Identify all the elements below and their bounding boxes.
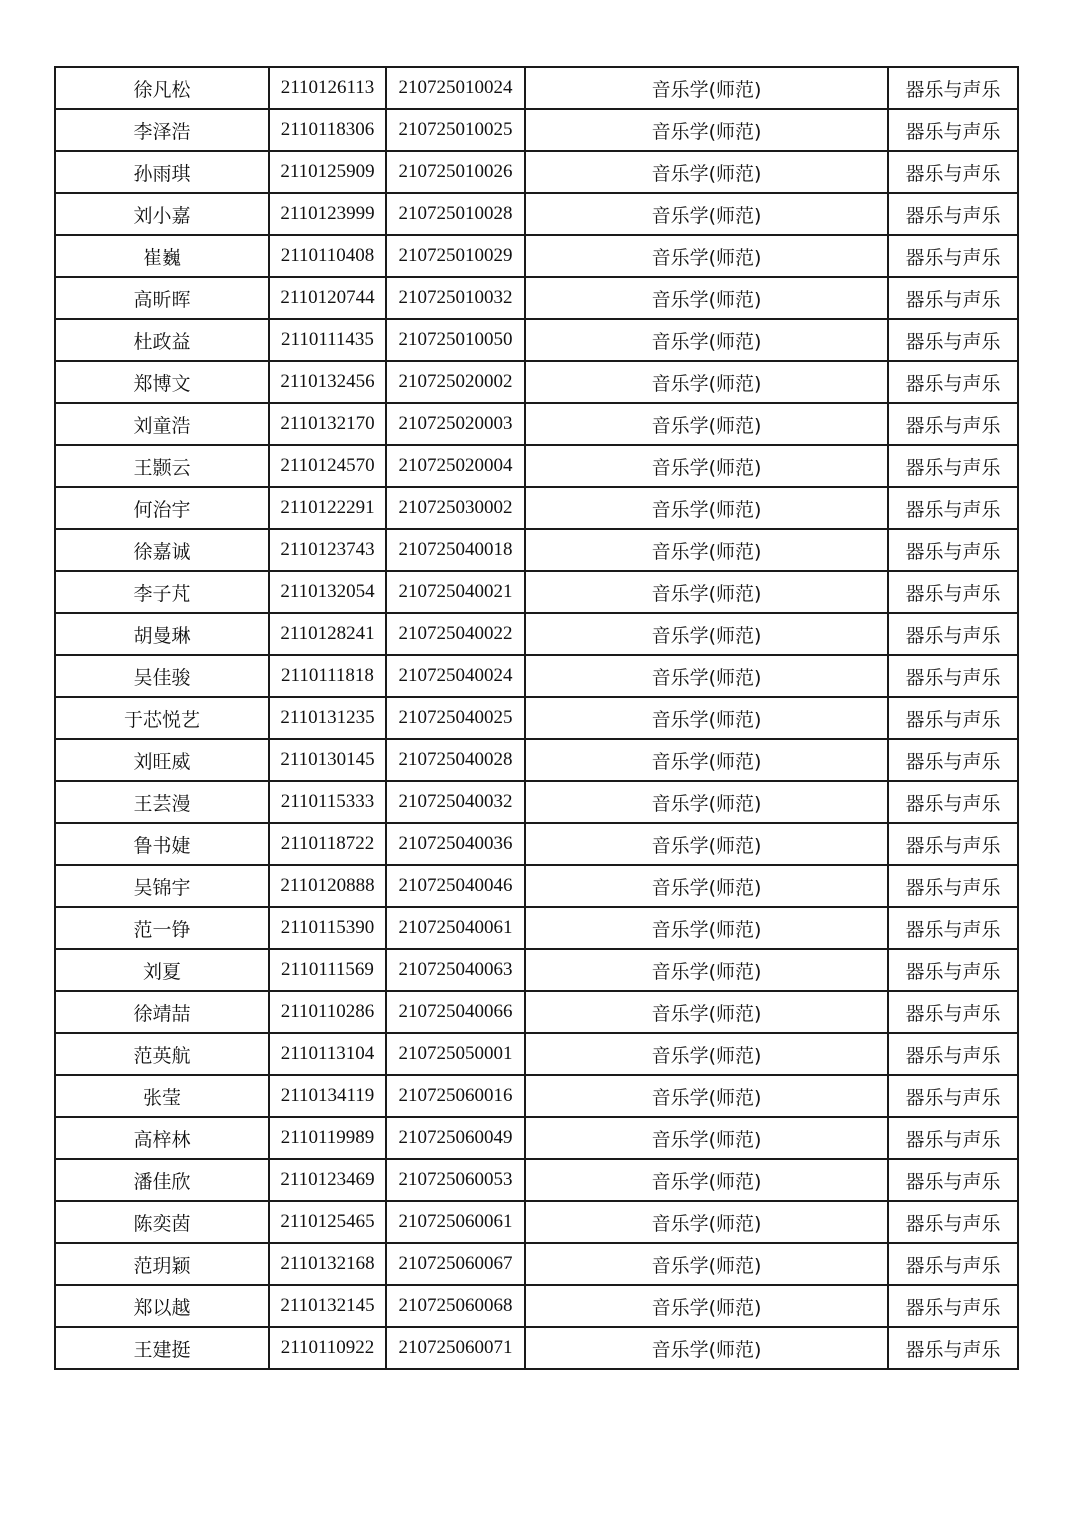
table-row xyxy=(55,907,1018,949)
registration-id-cell: 210725010050 xyxy=(386,319,525,361)
major-cell: 音乐学(师范) xyxy=(525,277,888,319)
student-name-cell: 胡曼琳 xyxy=(55,613,269,655)
direction-cell: 器乐与声乐 xyxy=(888,949,1018,991)
registration-id-cell: 210725040046 xyxy=(386,865,525,907)
direction-cell: 器乐与声乐 xyxy=(888,865,1018,907)
direction-cell: 器乐与声乐 xyxy=(888,1033,1018,1075)
roster-body xyxy=(55,67,1018,1369)
student-name-cell: 刘小嘉 xyxy=(55,193,269,235)
table-row xyxy=(55,1243,1018,1285)
major-cell: 音乐学(师范) xyxy=(525,1201,888,1243)
exam-id-cell: 2110122291 xyxy=(269,487,386,529)
major-cell: 音乐学(师范) xyxy=(525,403,888,445)
exam-id-cell: 2110134119 xyxy=(269,1075,386,1117)
direction-cell: 器乐与声乐 xyxy=(888,1285,1018,1327)
table-row xyxy=(55,109,1018,151)
exam-id-cell: 2110111818 xyxy=(269,655,386,697)
exam-id-cell: 2110110922 xyxy=(269,1327,386,1369)
table-row xyxy=(55,277,1018,319)
exam-id-cell: 2110111435 xyxy=(269,319,386,361)
major-cell: 音乐学(师范) xyxy=(525,1243,888,1285)
direction-cell: 器乐与声乐 xyxy=(888,1075,1018,1117)
student-name-cell: 潘佳欣 xyxy=(55,1159,269,1201)
major-cell: 音乐学(师范) xyxy=(525,1033,888,1075)
table-row xyxy=(55,823,1018,865)
major-cell: 音乐学(师范) xyxy=(525,1285,888,1327)
student-name-cell: 王芸漫 xyxy=(55,781,269,823)
direction-cell: 器乐与声乐 xyxy=(888,151,1018,193)
table-row xyxy=(55,655,1018,697)
exam-id-cell: 2110118306 xyxy=(269,109,386,151)
registration-id-cell: 210725050001 xyxy=(386,1033,525,1075)
registration-id-cell: 210725040063 xyxy=(386,949,525,991)
direction-cell: 器乐与声乐 xyxy=(888,109,1018,151)
table-row xyxy=(55,1285,1018,1327)
student-name-cell: 范英航 xyxy=(55,1033,269,1075)
registration-id-cell: 210725060049 xyxy=(386,1117,525,1159)
student-name-cell: 高梓林 xyxy=(55,1117,269,1159)
major-cell: 音乐学(师范) xyxy=(525,319,888,361)
table-row xyxy=(55,781,1018,823)
table-row xyxy=(55,739,1018,781)
major-cell: 音乐学(师范) xyxy=(525,739,888,781)
exam-id-cell: 2110110286 xyxy=(269,991,386,1033)
major-cell: 音乐学(师范) xyxy=(525,67,888,109)
major-cell: 音乐学(师范) xyxy=(525,991,888,1033)
direction-cell: 器乐与声乐 xyxy=(888,781,1018,823)
student-name-cell: 张莹 xyxy=(55,1075,269,1117)
direction-cell: 器乐与声乐 xyxy=(888,739,1018,781)
registration-id-cell: 210725040021 xyxy=(386,571,525,613)
major-cell: 音乐学(师范) xyxy=(525,697,888,739)
major-cell: 音乐学(师范) xyxy=(525,109,888,151)
direction-cell: 器乐与声乐 xyxy=(888,1159,1018,1201)
registration-id-cell: 210725060016 xyxy=(386,1075,525,1117)
student-name-cell: 吴锦宇 xyxy=(55,865,269,907)
exam-id-cell: 2110123743 xyxy=(269,529,386,571)
table-row xyxy=(55,1117,1018,1159)
student-name-cell: 王建挺 xyxy=(55,1327,269,1369)
major-cell: 音乐学(师范) xyxy=(525,907,888,949)
major-cell: 音乐学(师范) xyxy=(525,235,888,277)
registration-id-cell: 210725060071 xyxy=(386,1327,525,1369)
student-name-cell: 于芯悦艺 xyxy=(55,697,269,739)
exam-id-cell: 2110125465 xyxy=(269,1201,386,1243)
exam-id-cell: 2110125909 xyxy=(269,151,386,193)
registration-id-cell: 210725060053 xyxy=(386,1159,525,1201)
exam-id-cell: 2110113104 xyxy=(269,1033,386,1075)
student-name-cell: 范一铮 xyxy=(55,907,269,949)
major-cell: 音乐学(师范) xyxy=(525,1075,888,1117)
major-cell: 音乐学(师范) xyxy=(525,949,888,991)
major-cell: 音乐学(师范) xyxy=(525,655,888,697)
registration-id-cell: 210725040022 xyxy=(386,613,525,655)
direction-cell: 器乐与声乐 xyxy=(888,319,1018,361)
registration-id-cell: 210725060061 xyxy=(386,1201,525,1243)
direction-cell: 器乐与声乐 xyxy=(888,823,1018,865)
table-row xyxy=(55,613,1018,655)
student-name-cell: 鲁书婕 xyxy=(55,823,269,865)
student-name-cell: 刘旺威 xyxy=(55,739,269,781)
table-row xyxy=(55,1033,1018,1075)
direction-cell: 器乐与声乐 xyxy=(888,67,1018,109)
student-name-cell: 何治宇 xyxy=(55,487,269,529)
registration-id-cell: 210725010028 xyxy=(386,193,525,235)
student-name-cell: 徐凡松 xyxy=(55,67,269,109)
exam-id-cell: 2110132170 xyxy=(269,403,386,445)
student-name-cell: 郑博文 xyxy=(55,361,269,403)
student-name-cell: 陈奕茵 xyxy=(55,1201,269,1243)
exam-id-cell: 2110132456 xyxy=(269,361,386,403)
major-cell: 音乐学(师范) xyxy=(525,823,888,865)
student-name-cell: 高昕晖 xyxy=(55,277,269,319)
direction-cell: 器乐与声乐 xyxy=(888,1327,1018,1369)
exam-id-cell: 2110131235 xyxy=(269,697,386,739)
table-row xyxy=(55,865,1018,907)
exam-id-cell: 2110120888 xyxy=(269,865,386,907)
registration-id-cell: 210725010024 xyxy=(386,67,525,109)
major-cell: 音乐学(师范) xyxy=(525,1117,888,1159)
major-cell: 音乐学(师范) xyxy=(525,487,888,529)
student-name-cell: 范玥颖 xyxy=(55,1243,269,1285)
registration-id-cell: 210725020004 xyxy=(386,445,525,487)
student-name-cell: 李子芃 xyxy=(55,571,269,613)
registration-id-cell: 210725040024 xyxy=(386,655,525,697)
exam-id-cell: 2110126113 xyxy=(269,67,386,109)
table-row xyxy=(55,991,1018,1033)
table-row xyxy=(55,319,1018,361)
registration-id-cell: 210725040025 xyxy=(386,697,525,739)
exam-id-cell: 2110118722 xyxy=(269,823,386,865)
exam-id-cell: 2110123999 xyxy=(269,193,386,235)
registration-id-cell: 210725020003 xyxy=(386,403,525,445)
student-roster-table xyxy=(54,66,1019,1370)
direction-cell: 器乐与声乐 xyxy=(888,991,1018,1033)
direction-cell: 器乐与声乐 xyxy=(888,235,1018,277)
registration-id-cell: 210725010032 xyxy=(386,277,525,319)
direction-cell: 器乐与声乐 xyxy=(888,403,1018,445)
student-name-cell: 孙雨琪 xyxy=(55,151,269,193)
direction-cell: 器乐与声乐 xyxy=(888,655,1018,697)
direction-cell: 器乐与声乐 xyxy=(888,1201,1018,1243)
exam-id-cell: 2110132168 xyxy=(269,1243,386,1285)
exam-id-cell: 2110130145 xyxy=(269,739,386,781)
major-cell: 音乐学(师范) xyxy=(525,529,888,571)
direction-cell: 器乐与声乐 xyxy=(888,613,1018,655)
student-name-cell: 徐嘉诚 xyxy=(55,529,269,571)
student-name-cell: 崔巍 xyxy=(55,235,269,277)
major-cell: 音乐学(师范) xyxy=(525,571,888,613)
registration-id-cell: 210725060068 xyxy=(386,1285,525,1327)
major-cell: 音乐学(师范) xyxy=(525,193,888,235)
table-row xyxy=(55,67,1018,109)
direction-cell: 器乐与声乐 xyxy=(888,361,1018,403)
major-cell: 音乐学(师范) xyxy=(525,445,888,487)
major-cell: 音乐学(师范) xyxy=(525,1159,888,1201)
exam-id-cell: 2110124570 xyxy=(269,445,386,487)
exam-id-cell: 2110119989 xyxy=(269,1117,386,1159)
table-row xyxy=(55,445,1018,487)
direction-cell: 器乐与声乐 xyxy=(888,697,1018,739)
registration-id-cell: 210725060067 xyxy=(386,1243,525,1285)
registration-id-cell: 210725040036 xyxy=(386,823,525,865)
direction-cell: 器乐与声乐 xyxy=(888,445,1018,487)
registration-id-cell: 210725040032 xyxy=(386,781,525,823)
major-cell: 音乐学(师范) xyxy=(525,361,888,403)
major-cell: 音乐学(师范) xyxy=(525,865,888,907)
direction-cell: 器乐与声乐 xyxy=(888,277,1018,319)
registration-id-cell: 210725040061 xyxy=(386,907,525,949)
exam-id-cell: 2110132145 xyxy=(269,1285,386,1327)
table-row xyxy=(55,1159,1018,1201)
table-row xyxy=(55,529,1018,571)
student-name-cell: 杜政益 xyxy=(55,319,269,361)
exam-id-cell: 2110111569 xyxy=(269,949,386,991)
exam-id-cell: 2110123469 xyxy=(269,1159,386,1201)
student-name-cell: 刘童浩 xyxy=(55,403,269,445)
direction-cell: 器乐与声乐 xyxy=(888,529,1018,571)
student-name-cell: 王颢云 xyxy=(55,445,269,487)
table-row xyxy=(55,949,1018,991)
exam-id-cell: 2110115333 xyxy=(269,781,386,823)
major-cell: 音乐学(师范) xyxy=(525,613,888,655)
table-row xyxy=(55,1075,1018,1117)
registration-id-cell: 210725010025 xyxy=(386,109,525,151)
major-cell: 音乐学(师范) xyxy=(525,1327,888,1369)
registration-id-cell: 210725040028 xyxy=(386,739,525,781)
exam-id-cell: 2110120744 xyxy=(269,277,386,319)
direction-cell: 器乐与声乐 xyxy=(888,487,1018,529)
direction-cell: 器乐与声乐 xyxy=(888,193,1018,235)
direction-cell: 器乐与声乐 xyxy=(888,571,1018,613)
table-row xyxy=(55,193,1018,235)
student-name-cell: 李泽浩 xyxy=(55,109,269,151)
table-row xyxy=(55,361,1018,403)
table-row xyxy=(55,151,1018,193)
major-cell: 音乐学(师范) xyxy=(525,151,888,193)
student-name-cell: 刘夏 xyxy=(55,949,269,991)
registration-id-cell: 210725040066 xyxy=(386,991,525,1033)
student-name-cell: 郑以越 xyxy=(55,1285,269,1327)
exam-id-cell: 2110128241 xyxy=(269,613,386,655)
registration-id-cell: 210725010026 xyxy=(386,151,525,193)
table-row xyxy=(55,235,1018,277)
exam-id-cell: 2110115390 xyxy=(269,907,386,949)
registration-id-cell: 210725030002 xyxy=(386,487,525,529)
direction-cell: 器乐与声乐 xyxy=(888,1117,1018,1159)
table-row xyxy=(55,697,1018,739)
table-row xyxy=(55,487,1018,529)
registration-id-cell: 210725040018 xyxy=(386,529,525,571)
registration-id-cell: 210725020002 xyxy=(386,361,525,403)
student-name-cell: 吴佳骏 xyxy=(55,655,269,697)
table-row xyxy=(55,1327,1018,1369)
exam-id-cell: 2110110408 xyxy=(269,235,386,277)
table-row xyxy=(55,571,1018,613)
exam-id-cell: 2110132054 xyxy=(269,571,386,613)
table-row xyxy=(55,1201,1018,1243)
registration-id-cell: 210725010029 xyxy=(386,235,525,277)
direction-cell: 器乐与声乐 xyxy=(888,907,1018,949)
major-cell: 音乐学(师范) xyxy=(525,781,888,823)
direction-cell: 器乐与声乐 xyxy=(888,1243,1018,1285)
student-name-cell: 徐靖喆 xyxy=(55,991,269,1033)
table-row xyxy=(55,403,1018,445)
